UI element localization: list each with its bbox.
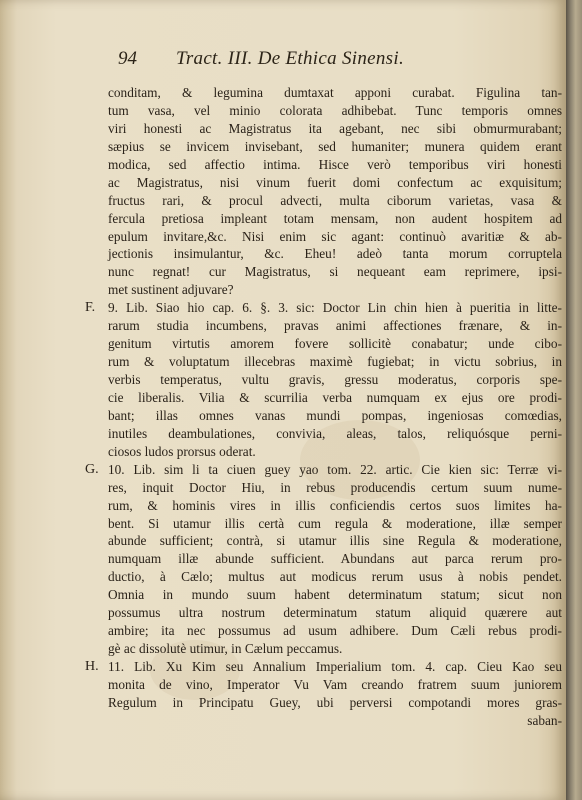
text-line: 11. Lib. Xu Kim seu Annalium Imperialium tom. 4. cap. Cieu Kao seu (108, 659, 562, 674)
text-line: Regulum in Principatu Guey, ubi perversi compotandi mores gras- (108, 694, 562, 710)
text-line: ciosos ludos prorsus oderat. (108, 443, 256, 459)
text-line: res, inquit Doctor Hiu, in rebus producendis certum suum nume- (108, 479, 562, 495)
text-line: verbis temperatus, vultu gravis, gressu moderatus, corporis spe- (108, 372, 562, 387)
text-line: tum vasa, vel minio colorata adhibebat. Tunc temporis omnes (108, 102, 562, 118)
paragraph-first-line (85, 299, 562, 317)
text-line: modica, sed affectio intima. Hisce verò temporibus viri honesti (108, 156, 562, 172)
text-line: nunc regnat! cur Magistratus, si nequeant eam reprimere, ipsi- (108, 264, 562, 280)
text-line: possumus ultra nostrum determinatum statum aliquid quærere aut (108, 605, 562, 621)
text-line: rum & voluptatum illecebras maximè fugiebat; in victu sobrius, in (108, 354, 562, 370)
text-line: 10. Lib. sim li ta ciuen guey yao tom. 22. artic. Cie kien sic: Terræ vi- (108, 461, 562, 477)
text-line: sæpius se invicem invisebant, sed humaniter; munera quidem erant (108, 138, 562, 154)
text-line: numquam illæ abunde sufficient. Abundans aut parca rerum pro- (108, 551, 562, 567)
text-line: epulum invitare,&c. Nisi enim sic agant: continuò avaritiæ & ab- (108, 228, 562, 244)
text-line: ductio, à Cælo; multus aut modicus rerum usus à nobis pendet. (108, 569, 562, 585)
paragraph-first-line (85, 461, 562, 479)
text-line: Omnia in mundo suum habent determinatum statum; sicut non (108, 587, 562, 603)
text-line: met sustinent adjuvare? (108, 282, 234, 298)
text-line: rum, & hominis vires in illis conficiendis certos suos limites ha- (108, 497, 562, 513)
text-line: ambire; ita nec possumus ad usum adhibere. Dum Cæli rebus prodi- (108, 623, 562, 639)
text-line: genitum virtutis amorem fovere sollicitè conabatur; unde cibo- (108, 336, 562, 352)
text-line: abunde sufficient; contrà, si utamur illis sine Regula & moderatione, (108, 533, 562, 549)
paragraph-first-line (85, 658, 562, 676)
text-line: fercula pretiosa impleant totam mensam, non audent hospitem ad (108, 210, 562, 226)
book-binding-edge (566, 0, 582, 800)
text-line: inutiles deambulationes, convivia, aleas, talos, reliquósque perni- (108, 425, 562, 441)
main-text (85, 84, 562, 730)
running-head: Tract. III. De Ethica Sinensi. (176, 48, 404, 69)
text-line: cie liberalis. Vilia & scurrilia verba numquam ex ejus ore prodi- (108, 389, 562, 405)
catchword: saban- (527, 712, 562, 728)
paragraph-marker: G. (85, 461, 99, 477)
text-line: ac Magistratus, nisi vinum fuerit domi confectum ac exquisitum; (108, 174, 562, 190)
page-header (118, 48, 478, 74)
text-line: rarum studia incumbens, pravas animi affectiones frænare, & in- (108, 318, 562, 334)
text-line: gè ac dissolutè utimur, in Cælum peccamus. (108, 641, 343, 657)
page-number: 94 (118, 48, 137, 69)
text-line: jectionis insimulantur, &c. Eheu! adeò tanta morum corruptela (108, 246, 562, 262)
text-line: 9. Lib. Siao hio cap. 6. §. 3. sic: Doctor Lin chin hien à pueritia in litte- (108, 300, 562, 316)
text-line: monita de vino, Imperator Vu Vam creando fratrem suum juniorem (108, 676, 562, 692)
text-line: conditam, & legumina dumtaxat apponi curabat. Figulina tan- (108, 85, 562, 100)
text-line: viri honesti ac Magistratus ita agebant, nec sibi obmurmurabant; (108, 120, 562, 136)
text-line: bant; illas omnes vanas mundi pompas, ingeniosas comœdias, (108, 407, 562, 423)
text-line: fructus rari, & procul advecti, multa ciborum varietas, vasa & (108, 192, 562, 208)
text-line: bent. Si utamur illis certà cum regula & moderatione, illæ semper (108, 515, 562, 531)
paragraph-marker: F. (85, 300, 96, 316)
paragraph-marker: H. (85, 659, 99, 674)
